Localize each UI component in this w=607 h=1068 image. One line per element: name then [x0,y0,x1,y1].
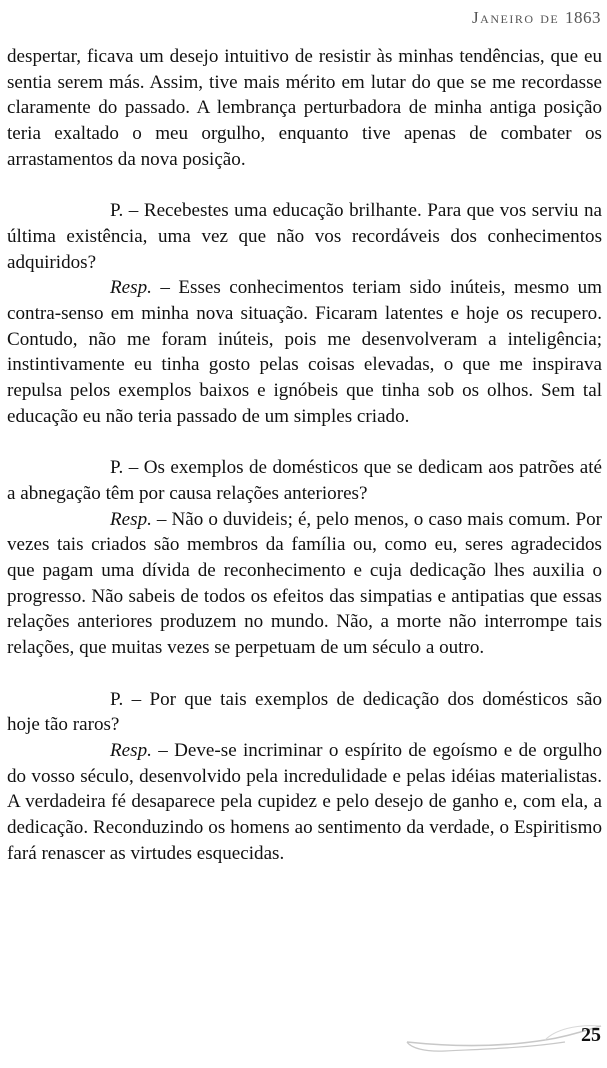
footer-swash-ornament [405,1018,605,1058]
paragraph-text: P. – Os exemplos de domésticos que se dedicam aos patrões até a abnegação têm por causa relações anteriores? [7,457,602,504]
answer-paragraph [7,738,602,867]
paragraph-continuation [7,44,602,173]
resp-label: Resp. [110,277,152,299]
answer-paragraph [7,275,602,429]
page-number: 25 [581,1024,601,1046]
paragraph-text: – Não o duvideis; é, pelo menos, o caso mais comum. Por vezes tais criados são membros da família ou, como eu, seres agradecidos que pagam uma dívida de reconhecimento e cuja dedicação lhes auxilia o progresso. Não sabeis de todos os efeitos das simpatias e antipatias que essas relações anteriores produzem no mundo. Não, a morte não interrompe tais relações, que muitas vezes se perpetuam de um século a outro. [7,508,602,659]
question-paragraph [7,455,602,506]
paragraph-text: P. – Por que tais exemplos de dedicação dos domésticos são hoje tão raros? [7,688,602,736]
answer-paragraph [7,507,602,661]
question-paragraph [7,687,602,738]
running-header-year: 1863 [565,8,601,27]
running-header-title: Janeiro de [472,8,560,27]
body-text [7,44,602,866]
question-paragraph [7,198,602,275]
resp-label: Resp. [110,508,152,530]
paragraph-text: – Esses conhecimentos teriam sido inúteis, mesmo um contra-senso em minha nova situação. Ficaram latentes e hoje os recupero. Contudo, não me foram inúteis, pois me desenvolveram a inteligência; instintivamente eu tinha gosto pelas coisas elevadas, o que me inspirava repulsa pelos exemplos baixos e ignóbeis que tinha sob os olhos. Sem tal educação eu não teria passado de um simples criado. [7,277,602,427]
resp-label: Resp. [110,739,152,761]
running-header [472,8,601,28]
paragraph-text: – Deve-se incriminar o espírito de egoísmo e de orgulho do vosso século, desenvolvido pela incredulidade e pelas idéias materialistas. A verdadeira fé desaparece pela cupidez e pelo desejo de ganho e, com ela, a dedicação. Reconduzindo os homens ao sentimento da verdade, o Espiritismo fará renascer as virtudes esquecidas. [7,739,602,864]
paragraph-text: despertar, ficava um desejo intuitivo de resistir às minhas tendências, que eu sentia serem más. Assim, tive mais mérito em lutar do que se me recordasse claramente do passado. A lembrança perturbadora de minha antiga posição teria exaltado o meu orgulho, enquanto tive apenas de combater os arrastamentos da nova posição. [7,46,602,170]
paragraph-text: P. – Recebestes uma educação brilhante. Para que vos serviu na última existência, uma vez que não vos recordáveis dos conhecimentos adquiridos? [7,200,602,273]
